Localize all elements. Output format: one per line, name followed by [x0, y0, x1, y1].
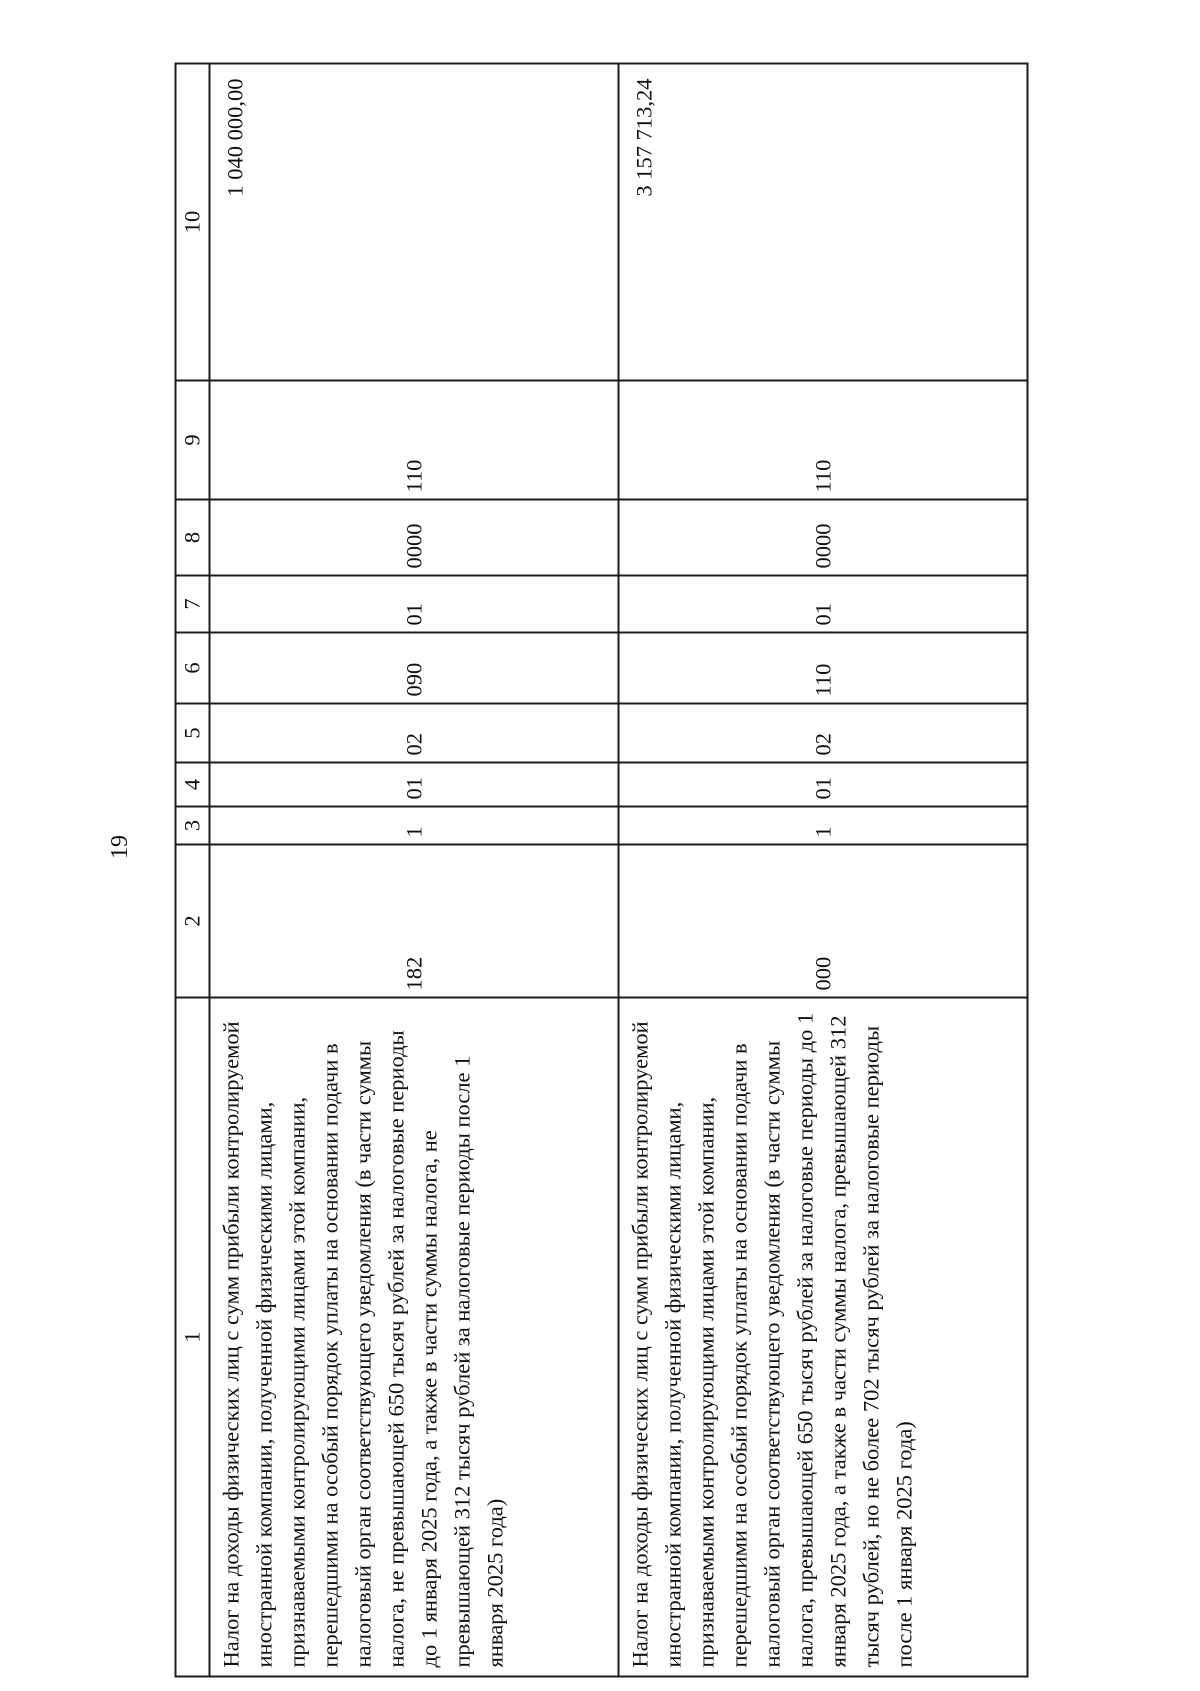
column-number-7: 7 [175, 576, 209, 633]
amount-cell: 3 157 713,24 [618, 64, 1027, 381]
column-number-3: 3 [175, 807, 209, 845]
table-header-row [175, 64, 209, 1677]
code-cell-4: 01 [618, 763, 1027, 807]
page-number: 19 [107, 835, 133, 859]
column-number-10: 10 [175, 64, 209, 381]
code-cell-5: 02 [618, 704, 1027, 763]
code-cell-4: 01 [209, 763, 618, 807]
column-number-5: 5 [175, 704, 209, 763]
table-row [209, 64, 618, 1677]
code-cell-3: 1 [209, 807, 618, 845]
administrator-code-cell: 000 [618, 845, 1027, 998]
code-cell-9: 110 [209, 381, 618, 500]
table-row [618, 64, 1027, 1677]
code-cell-7: 01 [209, 576, 618, 633]
amount-cell: 1 040 000,00 [209, 64, 618, 381]
code-cell-7: 01 [618, 576, 1027, 633]
rotated-table-wrapper [174, 65, 1026, 1678]
tax-description-cell: Налог на доходы физических лиц с сумм прибыли контролируемой иностранной компании, полученной физическими лицами, признаваемыми контролирующими лицами этой компании, перешедшими на особый порядок уплаты на основании подачи в налоговый орган соответствующего уведомления (в части суммы налога, превышающей 650 тысяч рублей за налоговые периоды до 1 января 2025 года, а также в части суммы налога, превышающей 312 тысяч рублей, но не более 702 тысяч рублей за налоговые периоды после 1 января 2025 года) [618, 998, 1027, 1677]
column-number-8: 8 [175, 500, 209, 576]
code-cell-8: 0000 [618, 500, 1027, 576]
column-number-6: 6 [175, 633, 209, 704]
code-cell-6: 090 [209, 633, 618, 704]
column-number-1: 1 [175, 998, 209, 1677]
code-cell-5: 02 [209, 704, 618, 763]
column-number-2: 2 [175, 845, 209, 998]
code-cell-6: 110 [618, 633, 1027, 704]
column-number-9: 9 [175, 381, 209, 500]
column-number-4: 4 [175, 763, 209, 807]
code-cell-9: 110 [618, 381, 1027, 500]
tax-description-cell: Налог на доходы физических лиц с сумм прибыли контролируемой иностранной компании, полученной физическими лицами, признаваемыми контролирующими лицами этой компании, перешедшими на особый порядок уплаты на основании подачи в налоговый орган соответствующего уведомления (в части суммы налога, не превышающей 650 тысяч рублей за налоговые периоды до 1 января 2025 года, а также в части суммы налога, не превышающей 312 тысяч рублей за налоговые периоды после 1 января 2025 года) [209, 998, 618, 1677]
budget-income-table [174, 63, 1028, 1678]
administrator-code-cell: 182 [209, 845, 618, 998]
code-cell-3: 1 [618, 807, 1027, 845]
code-cell-8: 0000 [209, 500, 618, 576]
